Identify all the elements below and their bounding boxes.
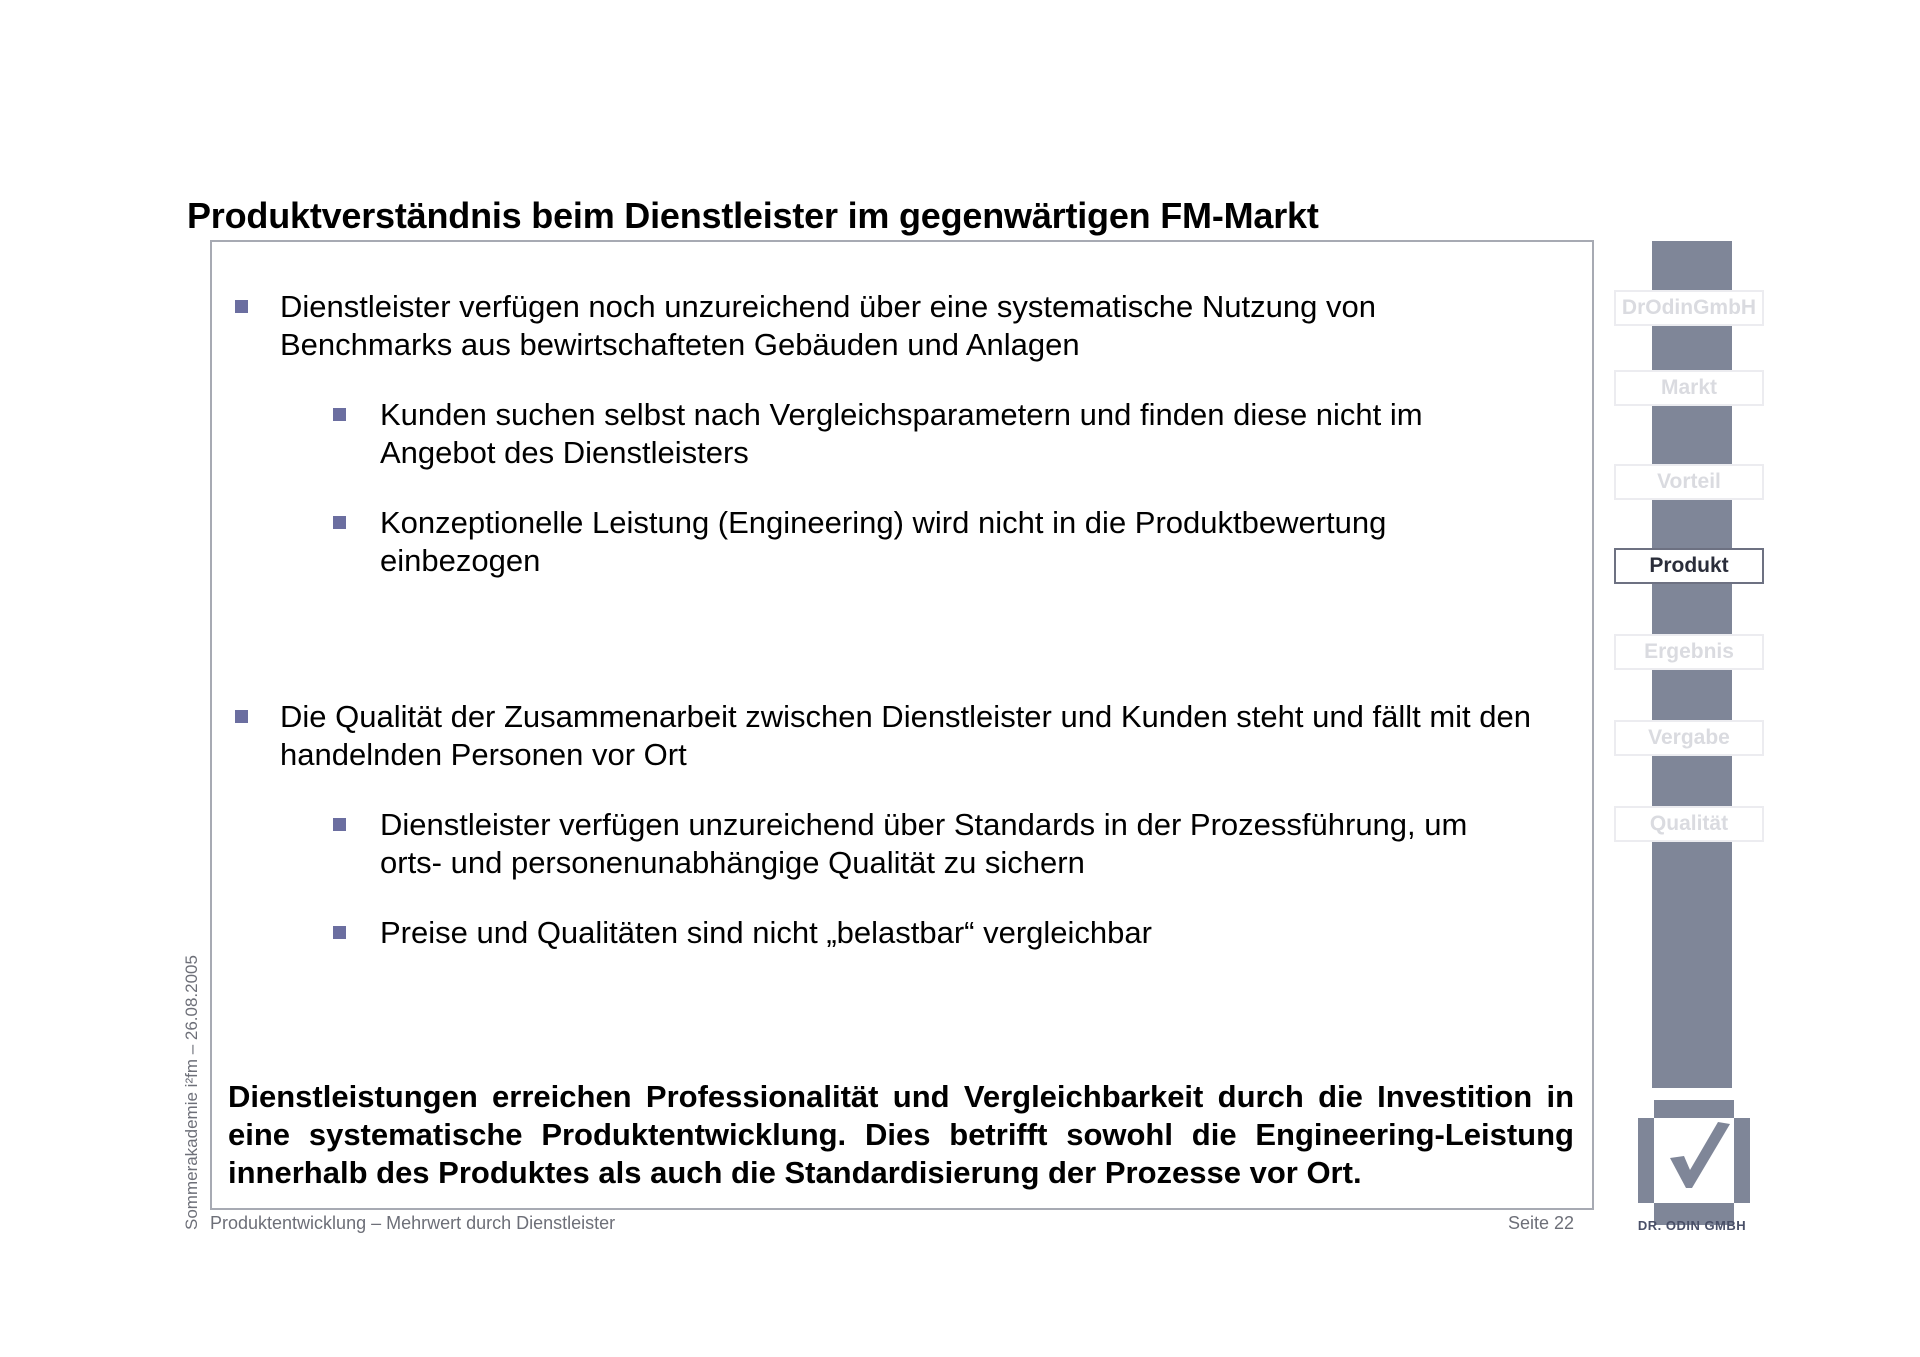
square-bullet-icon [333,818,346,831]
slide-title: Produktverständnis beim Dienstleister im gegenwärtigen FM-Markt [187,195,1319,236]
square-bullet-icon [235,710,248,723]
conclusion-text: Dienstleistungen erreichen Professionalität und Vergleichbarkeit durch die Investition in eine systematische Produktentwicklung. Dies betrifft sowohl die Engineering-Leistung innerhalb des Produktes als auch die Standardisierung der Prozesse vor Ort. [228,1079,1574,1190]
nav-item-qualitaet[interactable]: Qualität [1614,806,1764,842]
sub-bullet-text: Preise und Qualitäten sind nicht „belastbar“ vergleichbar [380,915,1152,950]
bullet-text: Die Qualität der Zusammenarbeit zwischen Dienstleister und Kunden steht und fällt mit den handelnden Personen vor Ort [280,699,1531,772]
bullet-item [280,698,1540,774]
square-bullet-icon [333,516,346,529]
sub-bullet-text: Dienstleister verfügen unzureichend über Standards in der Prozessführung, um orts- und personenunabhängige Qualität zu sichern [380,807,1468,880]
nav-item-ergebnis[interactable]: Ergebnis [1614,634,1764,670]
sub-bullet-item [380,914,1520,952]
bullet-text: Dienstleister verfügen noch unzureichend über eine systematische Nutzung von Benchmarks aus bewirtschafteten Gebäuden und Anlagen [280,289,1376,362]
square-bullet-icon [333,408,346,421]
nav-item-drodingmbh[interactable]: DrOdinGmbH [1614,290,1764,326]
checkmark-logo-icon [1634,1100,1750,1225]
nav-item-produkt[interactable]: Produkt [1614,548,1764,584]
vertical-event-label: Sommerakademie i²fm – 26.08.2005 [182,955,201,1230]
content-frame [210,240,1594,1210]
sub-bullet-text: Konzeptionelle Leistung (Engineering) wird nicht in die Produktbewertung einbezogen [380,505,1387,578]
sub-bullet-item [380,396,1490,472]
sub-bullet-text: Kunden suchen selbst nach Vergleichsparametern und finden diese nicht im Angebot des Dienstleisters [380,397,1423,470]
page-number: Seite 22 [1508,1213,1575,1233]
company-logo-text: DR. ODIN GMBH [1637,1218,1747,1233]
sub-bullet-item [380,806,1520,882]
square-bullet-icon [235,300,248,313]
square-bullet-icon [333,926,346,939]
bullet-item [280,288,1480,364]
footer-title: Produktentwicklung – Mehrwert durch Dienstleister [210,1213,616,1233]
nav-item-markt[interactable]: Markt [1614,370,1764,406]
sub-bullet-item [380,504,1490,580]
nav-item-vorteil[interactable]: Vorteil [1614,464,1764,500]
nav-item-vergabe[interactable]: Vergabe [1614,720,1764,756]
